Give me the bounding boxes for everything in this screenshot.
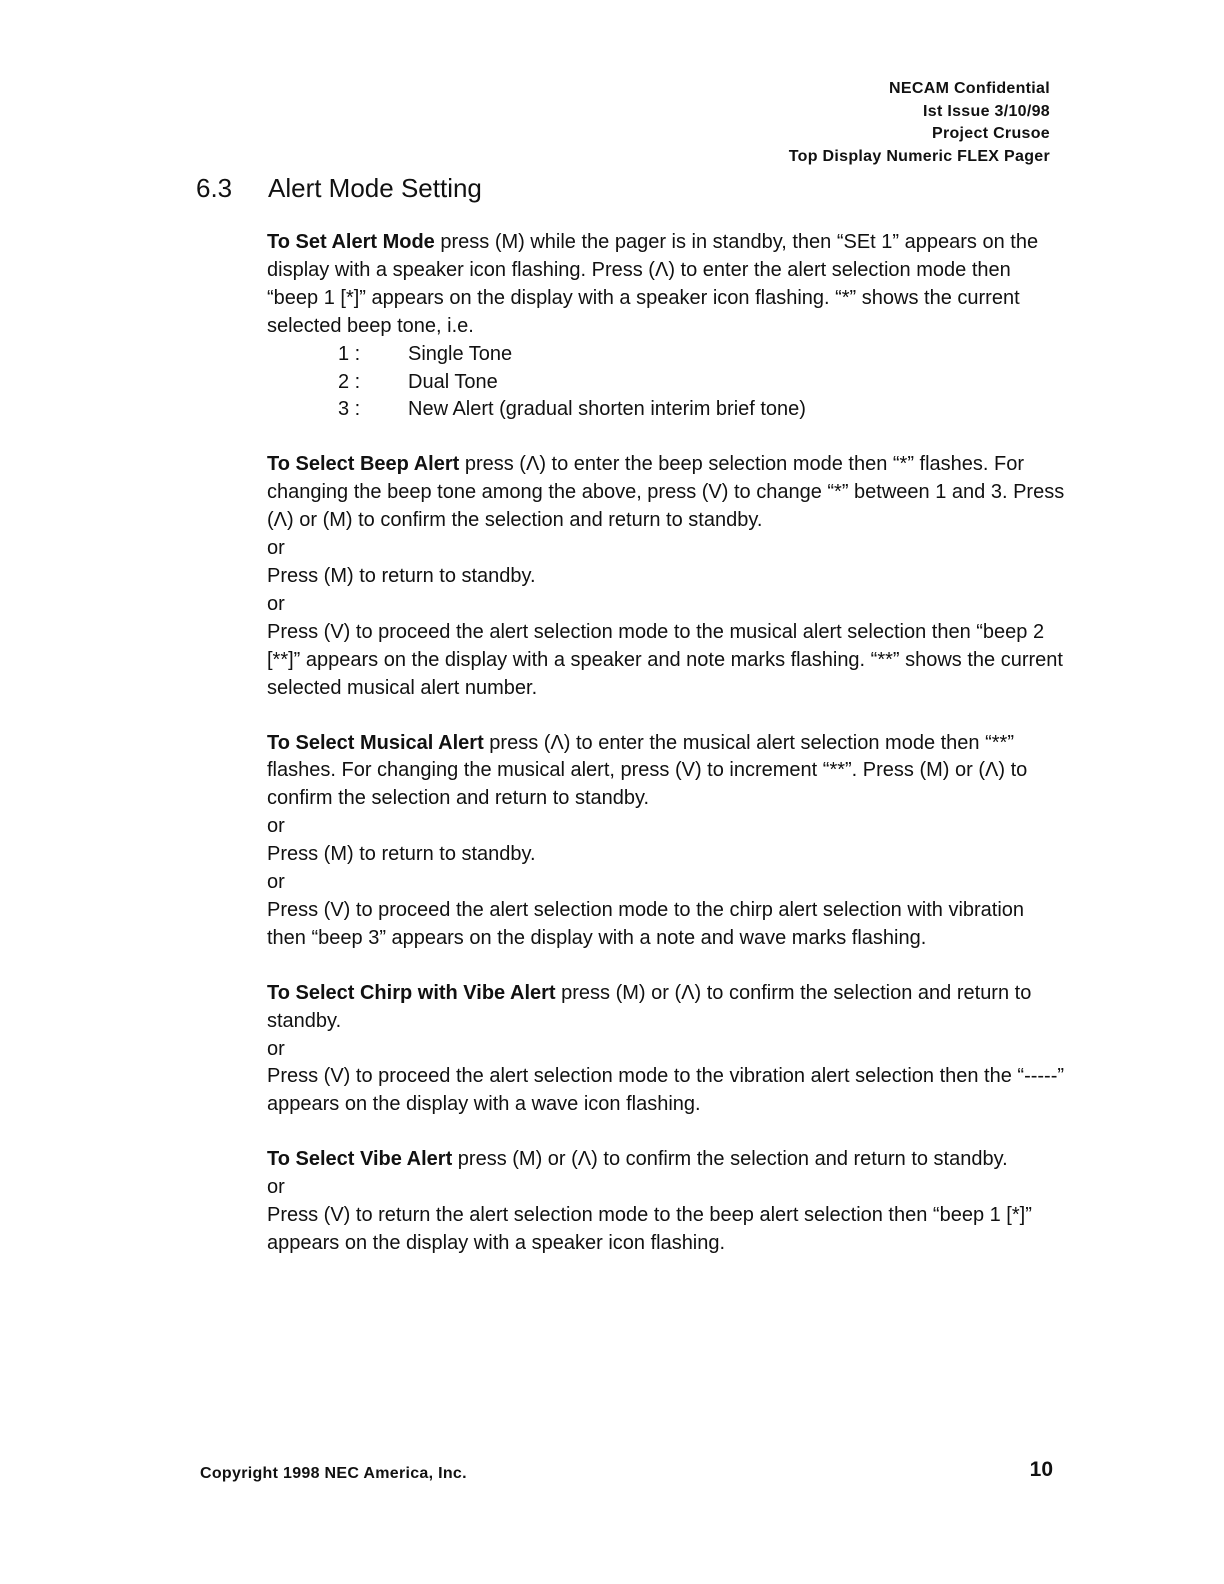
tone-label: Dual Tone: [408, 370, 498, 393]
header-product: Top Display Numeric FLEX Pager: [788, 147, 1050, 165]
tone-number: 2 :: [338, 370, 361, 393]
or-text: or: [267, 537, 285, 560]
list-item: [267, 396, 1067, 424]
set-alert-paragraph: [267, 229, 1067, 424]
tone-list: [267, 341, 1067, 425]
footer-copyright: Copyright 1998 NEC America, Inc.: [200, 1465, 467, 1482]
vibe-alert-text: [267, 1146, 1067, 1174]
musical-alert-return: Press (M) to return to standby.: [267, 843, 536, 866]
chirp-alert-lead: To Select Chirp with Vibe Alert: [267, 981, 556, 1004]
list-item: [267, 369, 1067, 397]
set-alert-text: [267, 229, 1067, 341]
list-item: [267, 341, 1067, 369]
or-text: or: [267, 1037, 285, 1060]
or-text: or: [267, 815, 285, 838]
beep-alert-paragraph: [267, 451, 1067, 702]
header-issue: Ist Issue 3/10/98: [923, 102, 1050, 120]
vibe-alert-body: press (M) or (Λ) to confirm the selection and return to standby.: [452, 1148, 1008, 1171]
tone-label: Single Tone: [408, 342, 513, 365]
or-text: or: [267, 592, 285, 615]
section-number: 6.3: [196, 173, 233, 203]
musical-alert-text: [267, 730, 1067, 814]
document-header: [789, 78, 1050, 168]
chirp-alert-paragraph: [267, 980, 1067, 1120]
beep-alert-return: Press (M) to return to standby.: [267, 564, 536, 587]
chirp-alert-proceed: Press (V) to proceed the alert selection mode to the vibration alert selection then the “-----” appears on the display with a wave icon flashing.: [267, 1065, 1065, 1116]
beep-alert-text: [267, 451, 1067, 535]
or-text: or: [267, 871, 285, 894]
vibe-alert-proceed: Press (V) to return the alert selection mode to the beep alert selection then “beep 1 [*]” appears on the display with a speaker icon flashing.: [267, 1204, 1032, 1254]
header-project: Project Crusoe: [931, 125, 1050, 142]
section-title: Alert Mode Setting: [268, 173, 482, 203]
document-body: [267, 229, 1067, 1258]
musical-alert-proceed: Press (V) to proceed the alert selection mode to the chirp alert selection with vibration then “beep 3” appears on the display with a note and wave marks flashing.: [267, 898, 1025, 949]
set-alert-lead: To Set Alert Mode: [267, 231, 435, 253]
musical-alert-body: press (Λ) to enter the musical alert selection mode then “**” flashes. For changing the musical alert, press (V) to increment “**”. Press (M) or (Λ) to confirm the selection and return to standby.: [267, 731, 1028, 810]
or-text: or: [267, 1176, 285, 1199]
set-alert-body: press (M) while the pager is in standby, then “SEt 1” appears on the display with a speaker icon flashing. Press (Λ) to enter the alert selection mode then “beep 1 [*]” appears on the display with a speaker icon flashing. “*” shows the current selected beep tone, i.e.: [267, 231, 1039, 337]
tone-label: New Alert (gradual shorten interim brief tone): [408, 398, 806, 421]
tone-number: 3 :: [338, 398, 361, 421]
chirp-alert-text: [267, 980, 1067, 1036]
chirp-alert-body: press (M) or (Λ) to confirm the selection and return to standby.: [267, 981, 1032, 1032]
tone-number: 1 :: [338, 342, 361, 365]
vibe-alert-paragraph: [267, 1146, 1067, 1258]
vibe-alert-lead: To Select Vibe Alert: [267, 1148, 453, 1171]
section-heading: [196, 168, 482, 208]
header-confidential: NECAM Confidential: [889, 80, 1050, 97]
beep-alert-proceed: Press (V) to proceed the alert selection mode to the musical alert selection then “beep 2 [**]” appears on the display with a speaker and note marks flashing. “**” shows the current selected musical alert number.: [267, 620, 1063, 699]
page-number: 10: [1029, 1458, 1053, 1481]
beep-alert-lead: To Select Beep Alert: [267, 453, 460, 476]
musical-alert-lead: To Select Musical Alert: [267, 731, 484, 754]
beep-alert-body: press (Λ) to enter the beep selection mode then “*” flashes. For changing the beep tone among the above, press (V) to change “*” between 1 and 3. Press (Λ) or (M) to confirm the selection and return to standby.: [267, 453, 1065, 532]
musical-alert-paragraph: [267, 730, 1067, 953]
